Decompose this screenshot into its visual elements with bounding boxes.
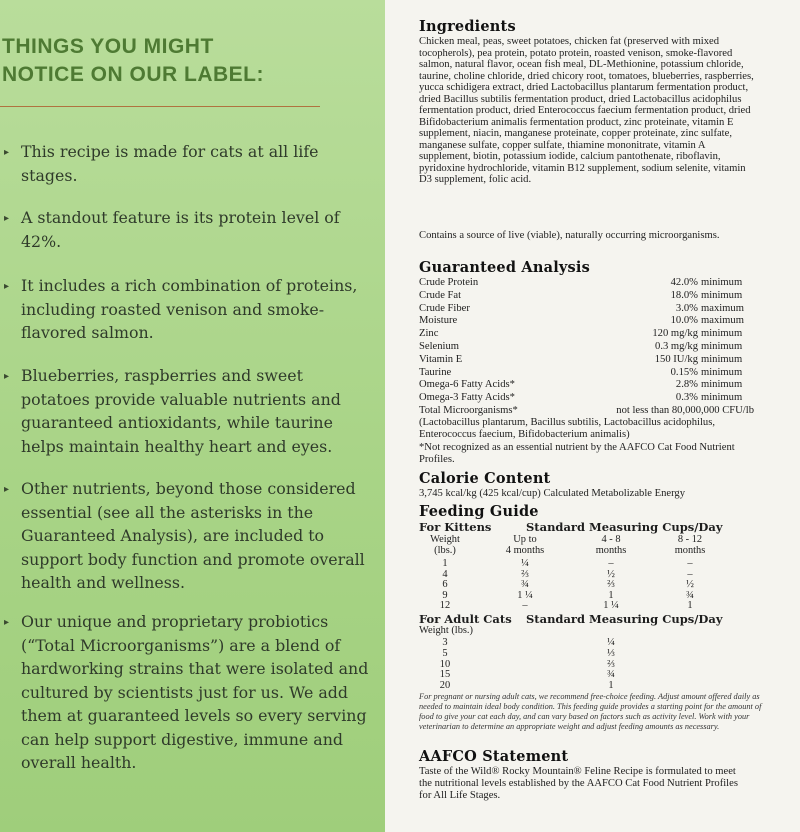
kitten-table-cell: – (608, 558, 614, 569)
analysis-row (419, 354, 754, 366)
analysis-name: Moisture (419, 315, 458, 327)
analysis-heading: Guaranteed Analysis (419, 259, 590, 276)
triangle-bullet-icon: ▸ (4, 371, 10, 382)
adult-cups-label: Standard Measuring Cups/Day (526, 612, 723, 626)
bullet-text: A standout feature is its protein level of 42%. (21, 208, 340, 251)
kitten-table-cell: 12 (439, 600, 451, 612)
analysis-value: 18.0% (670, 289, 698, 301)
analysis-row (419, 277, 754, 289)
kitten-table-cell: ⅔ (607, 579, 615, 591)
ingredients-heading: Ingredients (419, 18, 516, 35)
ingredients-text: Chicken meal, peas, sweet potatoes, chicken fat (preserved with mixed tocopherols), pea protein, potato protein, roasted venison, smoke-flavored salmon, natural flavor, ocean fish meal, DL-Methionine, potassium chloride, taurine, choline chloride, dried chicory root, tomatoes, blueberries, raspberries, yucca schidigera extract, dried Lactobacillus plantarum fermentation product, dried Bacillus subtilis fermentation product, dried Lactobacillus acidophilus fermentation product, dried Enterococcus faecium fermentation product, dried Bifidobacterium animalis fermentation product, zinc proteinate, vitamin E supplement, niacin, manganese proteinate, copper proteinate, zinc sulfate, manganese sulfate, copper sulfate, thiamine mononitrate, vitamin A supplement, biotin, potassium iodide, calcium pantothenate, riboflavin, pyridoxine hydrochloride, vitamin B12 supplement, sodium selenite, vitamin D3 supplement, folic acid. (419, 36, 754, 185)
analysis-value: 0.15% (670, 366, 698, 378)
kitten-table-cell: 1 (687, 600, 693, 612)
left-title (2, 33, 382, 89)
adult-table-cell: 1 (608, 680, 614, 692)
kitten-table-cell: ½ (607, 568, 615, 580)
title-line-2: NOTICE ON OUR LABEL: (2, 63, 264, 86)
analysis-row (419, 392, 754, 404)
kitten-cups-label: Standard Measuring Cups/Day (526, 520, 723, 534)
analysis-value: not less than 80,000,000 CFU/lb (616, 405, 754, 416)
analysis-qualifier: minimum (701, 392, 743, 404)
aafco-text: Taste of the Wild® Rocky Mountain® Feline Recipe is formulated to meet the nutritional levels established by the AAFCO Cat Food Nutrient Profiles for All Life Stages. (419, 766, 738, 801)
col3-header: 8 - 12 (677, 534, 703, 545)
bullet-item (0, 274, 380, 345)
analysis-qualifier: minimum (701, 366, 743, 378)
analysis-name: Selenium (419, 341, 460, 352)
kitten-table-cell: ¼ (521, 558, 529, 569)
kitten-table-cell: 1 ¼ (603, 600, 619, 612)
kitten-table-cell: ½ (686, 579, 694, 591)
analysis-name: Zinc (419, 328, 439, 340)
kitten-table-cell: 1 ¼ (517, 589, 533, 601)
analysis-row (419, 315, 754, 327)
adult-weight-label: Weight (lbs.) (419, 625, 473, 636)
calorie-text: 3,745 kcal/kg (425 kcal/cup) Calculated Metabolizable Energy (419, 488, 686, 499)
adult-table-cell: ¼ (607, 637, 615, 648)
feeding-note: For pregnant or nursing adult cats, we recommend free-choice feeding. Adjust amount offered daily as needed to maintain ideal body condition. This feeding guide provides a starting point for the amount of food to give your cat each day, and can vary based on factors such as activity level. Work with your veterinarian to determine an appropriate weight and adjust feeding amounts as necessary. (419, 692, 762, 731)
analysis-name: Crude Protein (419, 277, 479, 288)
calorie-heading: Calorie Content (419, 470, 551, 487)
analysis-name: Vitamin E (419, 353, 463, 365)
adult-table-cell: 10 (439, 658, 451, 670)
analysis-qualifier: minimum (701, 379, 743, 391)
weight-label: Weight (430, 534, 460, 545)
analysis-row-microorganisms (419, 405, 754, 417)
kitten-table-cell: 1 (608, 589, 614, 601)
aafco-heading: AAFCO Statement (419, 748, 569, 765)
col2-header: 4 - 8 (601, 534, 621, 545)
triangle-bullet-icon: ▸ (4, 281, 10, 292)
kitten-table-cell: 1 (442, 558, 448, 569)
analysis-value: 0.3 mg/kg (655, 341, 698, 352)
adult-table-cell: 15 (439, 669, 451, 681)
analysis-row (419, 367, 754, 379)
label-panel (385, 0, 800, 832)
analysis-micro-detail: (Lactobacillus plantarum, Bacillus subtilis, Lactobacillus acidophilus, Enterococcus faecium, Bifidobacterium animalis) (419, 417, 715, 440)
analysis-qualifier: maximum (701, 315, 744, 327)
col1-header-sub: 4 months (505, 545, 545, 556)
bullet-item (0, 140, 380, 187)
adult-table-cell: 3 (442, 637, 448, 648)
col1-header: Up to (513, 534, 537, 545)
analysis-row (419, 379, 754, 391)
bullet-text: Blueberries, raspberries and sweet potatoes provide valuable nutrients and guaranteed antioxidants, while taurine helps maintain healthy heart and eyes. (21, 366, 341, 456)
col2-header-sub: months (595, 545, 627, 556)
analysis-row (419, 341, 754, 353)
triangle-bullet-icon: ▸ (4, 484, 10, 495)
analysis-qualifier: minimum (701, 328, 743, 340)
analysis-qualifier: minimum (701, 341, 743, 352)
kitten-table-cell: ¾ (686, 589, 694, 601)
analysis-value: 120 mg/kg (652, 328, 698, 340)
kitten-table-cell: 6 (442, 579, 448, 591)
bullet-item (0, 477, 380, 595)
bullet-text: This recipe is made for cats at all life stages. (21, 142, 319, 185)
analysis-name: Omega-6 Fatty Acids* (419, 379, 515, 391)
feeding-heading: Feeding Guide (419, 503, 539, 520)
adult-table-cell: 5 (442, 647, 448, 659)
analysis-name: Total Microorganisms* (419, 405, 518, 416)
kitten-table-cell: ⅔ (521, 568, 529, 580)
adult-table-cell: ¾ (607, 669, 615, 681)
analysis-value: 42.0% (670, 277, 698, 288)
bullet-text: It includes a rich combination of proteins, including roasted venison and smoke-flavored salmon. (21, 276, 358, 342)
kitten-table-cell: 4 (442, 568, 448, 580)
left-panel (0, 0, 385, 832)
analysis-qualifier: minimum (701, 277, 743, 288)
analysis-name: Omega-3 Fatty Acids* (419, 392, 515, 404)
kitten-table-cell: ¾ (521, 579, 529, 591)
analysis-value: 3.0% (675, 302, 698, 314)
kitten-table-cell: – (522, 600, 528, 612)
analysis-value: 0.3% (675, 392, 698, 404)
analysis-value: 150 IU/kg (654, 353, 698, 365)
kittens-label: For Kittens (419, 520, 492, 534)
analysis-value: 10.0% (670, 315, 698, 327)
analysis-row (419, 303, 754, 315)
adults-label: For Adult Cats (419, 612, 512, 626)
analysis-qualifier: minimum (701, 353, 743, 365)
kitten-table-cell: 9 (442, 589, 448, 601)
lbs-label: (lbs.) (434, 545, 456, 556)
adult-table-cell: 20 (439, 680, 451, 692)
adult-table-cell: ⅔ (607, 658, 615, 670)
bullet-text: Other nutrients, beyond those considered essential (see all the asterisks in the Guaranteed Analysis), are included to support body function and promote overall health and wellness. (21, 479, 365, 592)
bullet-item (0, 364, 380, 458)
triangle-bullet-icon: ▸ (4, 213, 10, 224)
bullet-item (0, 610, 380, 775)
analysis-footnote: *Not recognized as an essential nutrient by the AAFCO Cat Food Nutrient Profiles. (419, 442, 735, 465)
triangle-bullet-icon: ▸ (4, 147, 10, 158)
analysis-row (419, 290, 754, 302)
kitten-table-cell: – (687, 568, 693, 580)
title-line-1: THINGS YOU MIGHT (2, 35, 214, 58)
ingredients-note: Contains a source of live (viable), naturally occurring microorganisms. (419, 230, 720, 241)
col3-header-sub: months (674, 545, 706, 556)
analysis-name: Crude Fiber (419, 302, 470, 314)
triangle-bullet-icon: ▸ (4, 617, 10, 628)
analysis-qualifier: minimum (701, 289, 743, 301)
analysis-name: Crude Fat (419, 289, 462, 301)
analysis-qualifier: maximum (701, 302, 744, 314)
analysis-row (419, 328, 754, 340)
bullet-item (0, 206, 380, 253)
analysis-name: Taurine (419, 366, 452, 378)
adult-table-cell: ⅓ (607, 647, 615, 659)
bullet-text: Our unique and proprietary probiotics (“Total Microorganisms”) are a blend of hardworking strains that were isolated and cultured by scientists just for us. We add them at guaranteed levels so every serving can help support digestive, immune and overall health. (21, 612, 369, 772)
title-divider (0, 106, 320, 107)
analysis-value: 2.8% (675, 379, 698, 391)
kitten-table-cell: – (687, 558, 693, 569)
